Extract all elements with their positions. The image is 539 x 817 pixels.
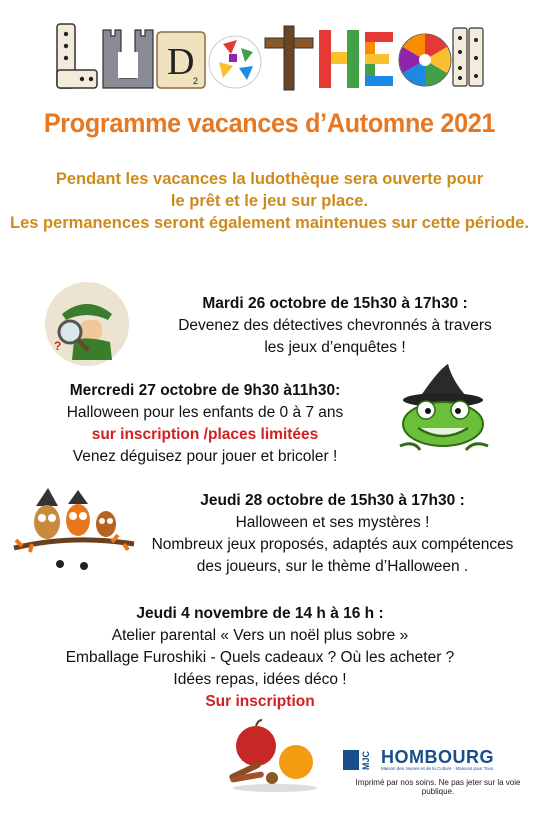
ludotheque-logo [55, 22, 485, 92]
event-mercredi-notice: sur inscription /places limitées [91, 426, 319, 443]
event-mardi-line-2: les jeux d’enquêtes ! [264, 339, 406, 356]
logo-letter-l-domino [57, 24, 97, 88]
event-jeudi-28-date: Jeudi 28 octobre de 15h30 à 17h30 : [200, 492, 465, 509]
mjc-emblem-icon [343, 750, 359, 770]
svg-text:?: ? [54, 339, 62, 353]
event-jeudi-28-line-1: Halloween et ses mystères ! [235, 514, 430, 531]
event-jeudi-4 [40, 603, 480, 713]
detective-icon [40, 280, 134, 368]
logo-letter-u-castle [103, 30, 153, 88]
event-jeudi-28 [140, 490, 525, 578]
logo-letter-e-stripes [365, 32, 393, 86]
event-mercredi [35, 380, 375, 468]
event-jeudi-4-date: Jeudi 4 novembre de 14 h à 16 h : [136, 605, 384, 622]
logo-text: LUDOTHEQUE [55, 22, 62, 23]
event-jeudi-28-line-3: des joueurs, sur le thème d’Halloween . [196, 558, 469, 575]
logo-letter-d-tile [157, 32, 205, 88]
event-mardi-date: Mardi 26 octobre de 15h30 à 17h30 : [202, 295, 468, 312]
event-mercredi-date: Mercredi 27 octobre de 9h30 à11h30: [69, 382, 341, 399]
svg-text:2: 2 [193, 76, 199, 86]
mjc-prefix: MJC [361, 750, 371, 770]
logo-letter-o-tangram [209, 36, 261, 88]
logo-letter-ue-dominoes [453, 28, 483, 86]
witch-frog-icon [388, 360, 498, 465]
event-jeudi-28-line-2: Nombreux jeux proposés, adaptés aux compétences [151, 536, 514, 553]
logo-letter-t-sword [265, 26, 313, 90]
intro-line-2: le prêt et le jeu sur place. [170, 192, 369, 210]
event-mardi [150, 293, 520, 359]
event-mercredi-line-1: Halloween pour les enfants de 0 à 7 ans [66, 404, 344, 421]
event-mardi-line-1: Devenez des détectives chevronnés à travers [178, 317, 492, 334]
logo-letter-h-blocks [319, 30, 359, 88]
svg-text:D: D [167, 41, 195, 83]
event-jeudi-4-line-2: Emballage Furoshiki - Quels cadeaux ? Où les acheter ? [65, 649, 455, 666]
event-mercredi-line-2: Venez déguisez pour jouer et bricoler ! [72, 448, 338, 465]
mjc-tagline: Maison des Jeunes et de la Culture · Maisons pour Tous [381, 766, 494, 771]
event-jeudi-4-line-1: Atelier parental « Vers un noël plus sobre » [111, 627, 409, 644]
apple-orange-cinnamon-icon [220, 718, 320, 793]
owls-branch-icon [12, 486, 137, 571]
page-title: Programme vacances d’Automne 2021 [43, 108, 496, 138]
footer-note: Imprimé par nos soins. Ne pas jeter sur la voie publique. [355, 778, 521, 796]
mjc-hombourg-logo [343, 748, 528, 774]
logo-letter-q-wheel [399, 34, 451, 86]
event-jeudi-4-notice: Sur inscription [205, 693, 315, 710]
event-jeudi-4-line-3: Idées repas, idées déco ! [173, 671, 347, 688]
intro-line-1: Pendant les vacances la ludothèque sera ouverte pour [55, 170, 484, 188]
intro-line-3: Les permanences seront également maintenues sur cette période. [9, 214, 530, 232]
mjc-brand: HOMBOURG [381, 747, 494, 767]
